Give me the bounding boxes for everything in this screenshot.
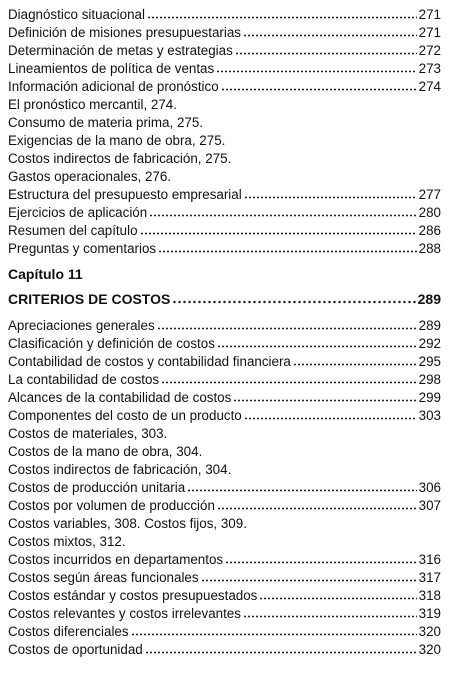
- toc-entry-page: 317: [418, 570, 441, 585]
- dot-leader: [161, 374, 417, 384]
- toc-subentry-text: El pronóstico mercantil, 274.: [8, 97, 177, 112]
- dot-leader: [243, 27, 417, 37]
- toc-entry: [8, 497, 441, 515]
- toc-entry-page: 273: [418, 61, 441, 76]
- toc-entry-page: 288: [418, 241, 441, 256]
- toc-entry-page: 318: [418, 588, 441, 603]
- toc-entry: [8, 78, 441, 96]
- dot-leader: [201, 572, 417, 582]
- chapter-title: CRITERIOS DE COSTOS: [8, 291, 171, 307]
- toc-entry: [8, 479, 441, 497]
- toc-entry: [8, 551, 441, 569]
- dot-leader: [293, 356, 417, 366]
- toc-entry-label: Resumen del capítulo: [8, 223, 138, 238]
- toc-entry: [8, 389, 441, 407]
- toc-entry: [8, 587, 441, 605]
- toc-entry-page: 280: [418, 205, 441, 220]
- dot-leader: [149, 207, 416, 217]
- toc-subentry-text: Costos variables, 308. Costos fijos, 309.: [8, 516, 247, 531]
- toc-subentry-text: Gastos operacionales, 276.: [8, 169, 172, 184]
- toc-entry-label: Costos estándar y costos presupuestados: [8, 588, 258, 603]
- toc-entry-label: Estructura del presupuesto empresarial: [8, 187, 242, 202]
- toc-subentry-text: Costos indirectos de fabricación, 304.: [8, 462, 232, 477]
- dot-leader: [243, 608, 417, 618]
- toc-entry: [8, 204, 441, 222]
- dot-leader: [158, 243, 417, 253]
- toc-entry-label: La contabilidad de costos: [8, 372, 160, 387]
- toc-entry-label: Componentes del costo de un producto: [8, 408, 242, 423]
- dot-leader: [157, 320, 417, 330]
- toc-entry-page: 277: [418, 187, 441, 202]
- toc-entry-page: 306: [418, 480, 441, 495]
- toc-entry-label: Clasificación y definición de costos: [8, 336, 215, 351]
- toc-entry-page: 271: [418, 25, 441, 40]
- dot-leader: [172, 294, 415, 304]
- chapter-title-entry: [8, 290, 441, 308]
- toc-entry-page: 319: [418, 606, 441, 621]
- toc-entry-label: Costos diferenciales: [8, 624, 129, 639]
- toc-entry-label: Alcances de la contabilidad de costos: [8, 390, 232, 405]
- toc-entry-page: 320: [418, 624, 441, 639]
- toc-entry-page: 295: [418, 354, 441, 369]
- toc-entry-label: Costos de oportunidad: [8, 642, 143, 657]
- dot-leader: [217, 338, 417, 348]
- toc-entry: [8, 6, 441, 24]
- toc-subentry: [8, 461, 441, 479]
- dot-leader: [221, 81, 417, 91]
- toc-entry-page: 298: [418, 372, 441, 387]
- toc-entry-label: Diagnóstico situacional: [8, 7, 145, 22]
- toc-entry: [8, 353, 441, 371]
- toc-entry-page: 274: [418, 79, 441, 94]
- toc-subentry: [8, 150, 441, 168]
- toc-entry-label: Costos de producción unitaria: [8, 480, 186, 495]
- toc-entry-page: 299: [418, 390, 441, 405]
- toc-entry: [8, 317, 441, 335]
- toc-entry-page: 292: [418, 336, 441, 351]
- dot-leader: [140, 225, 417, 235]
- toc-subentry: [8, 168, 441, 186]
- toc-entry: [8, 623, 441, 641]
- dot-leader: [259, 590, 416, 600]
- dot-leader: [225, 554, 417, 564]
- toc-entry-label: Costos relevantes y costos irrelevantes: [8, 606, 241, 621]
- toc-entry: [8, 569, 441, 587]
- toc-entry-label: Apreciaciones generales: [8, 318, 155, 333]
- toc-entry-page: 286: [418, 223, 441, 238]
- toc-subentry: [8, 425, 441, 443]
- toc-entry: [8, 240, 441, 258]
- toc-entry: [8, 24, 441, 42]
- toc-entry-label: Definición de misiones presupuestarias: [8, 25, 241, 40]
- toc-subentry-text: Costos mixtos, 312.: [8, 534, 126, 549]
- toc-entry-page: 316: [418, 552, 441, 567]
- toc-entry: [8, 222, 441, 240]
- toc-subentry: [8, 443, 441, 461]
- toc-entry-page: 320: [418, 642, 441, 657]
- toc-entry-label: Preguntas y comentarios: [8, 241, 157, 256]
- chapter-number: Capítulo 11: [8, 266, 83, 282]
- dot-leader: [244, 189, 417, 199]
- toc-entry-page: 303: [418, 408, 441, 423]
- toc-entry-label: Información adicional de pronóstico: [8, 79, 219, 94]
- dot-leader: [131, 626, 417, 636]
- toc-entry-label: Lineamientos de política de ventas: [8, 61, 215, 76]
- dot-leader: [145, 644, 417, 654]
- toc-subentry: [8, 114, 441, 132]
- dot-leader: [187, 482, 416, 492]
- toc-entry-page: 289: [418, 318, 441, 333]
- dot-leader: [216, 63, 416, 73]
- dot-leader: [235, 45, 417, 55]
- toc-entry-label: Costos por volumen de producción: [8, 498, 215, 513]
- toc-entry: [8, 641, 441, 659]
- toc-entry-page: 271: [418, 7, 441, 22]
- toc-subentry-text: Exigencias de la mano de obra, 275.: [8, 133, 226, 148]
- toc-subentry-text: Costos de la mano de obra, 304.: [8, 444, 203, 459]
- toc-entry-label: Ejercicios de aplicación: [8, 205, 148, 220]
- toc-entry-page: 272: [418, 43, 441, 58]
- chapter-page: 289: [417, 291, 441, 307]
- toc-subentry: [8, 132, 441, 150]
- dot-leader: [217, 500, 417, 510]
- toc-entry: [8, 371, 441, 389]
- toc-entry-page: 307: [418, 498, 441, 513]
- toc-entry-label: Costos incurridos en departamentos: [8, 552, 224, 567]
- toc-entry-label: Determinación de metas y estrategias: [8, 43, 233, 58]
- toc-entry: [8, 60, 441, 78]
- toc-subentry: [8, 533, 441, 551]
- toc-entry-label: Contabilidad de costos y contabilidad financiera: [8, 354, 291, 369]
- toc-subentry-text: Consumo de materia prima, 275.: [8, 115, 204, 130]
- toc-subentry: [8, 96, 441, 114]
- toc-subentry-text: Costos indirectos de fabricación, 275.: [8, 151, 232, 166]
- dot-leader: [147, 9, 417, 19]
- toc-entry: [8, 42, 441, 60]
- toc-entry: [8, 407, 441, 425]
- chapter-label: [8, 265, 441, 283]
- dot-leader: [233, 392, 416, 402]
- toc-entry: [8, 605, 441, 623]
- dot-leader: [244, 410, 417, 420]
- toc-entry: [8, 186, 441, 204]
- toc-subentry: [8, 515, 441, 533]
- toc-entry-label: Costos según áreas funcionales: [8, 570, 199, 585]
- toc-entry: [8, 335, 441, 353]
- toc-subentry-text: Costos de materiales, 303.: [8, 426, 168, 441]
